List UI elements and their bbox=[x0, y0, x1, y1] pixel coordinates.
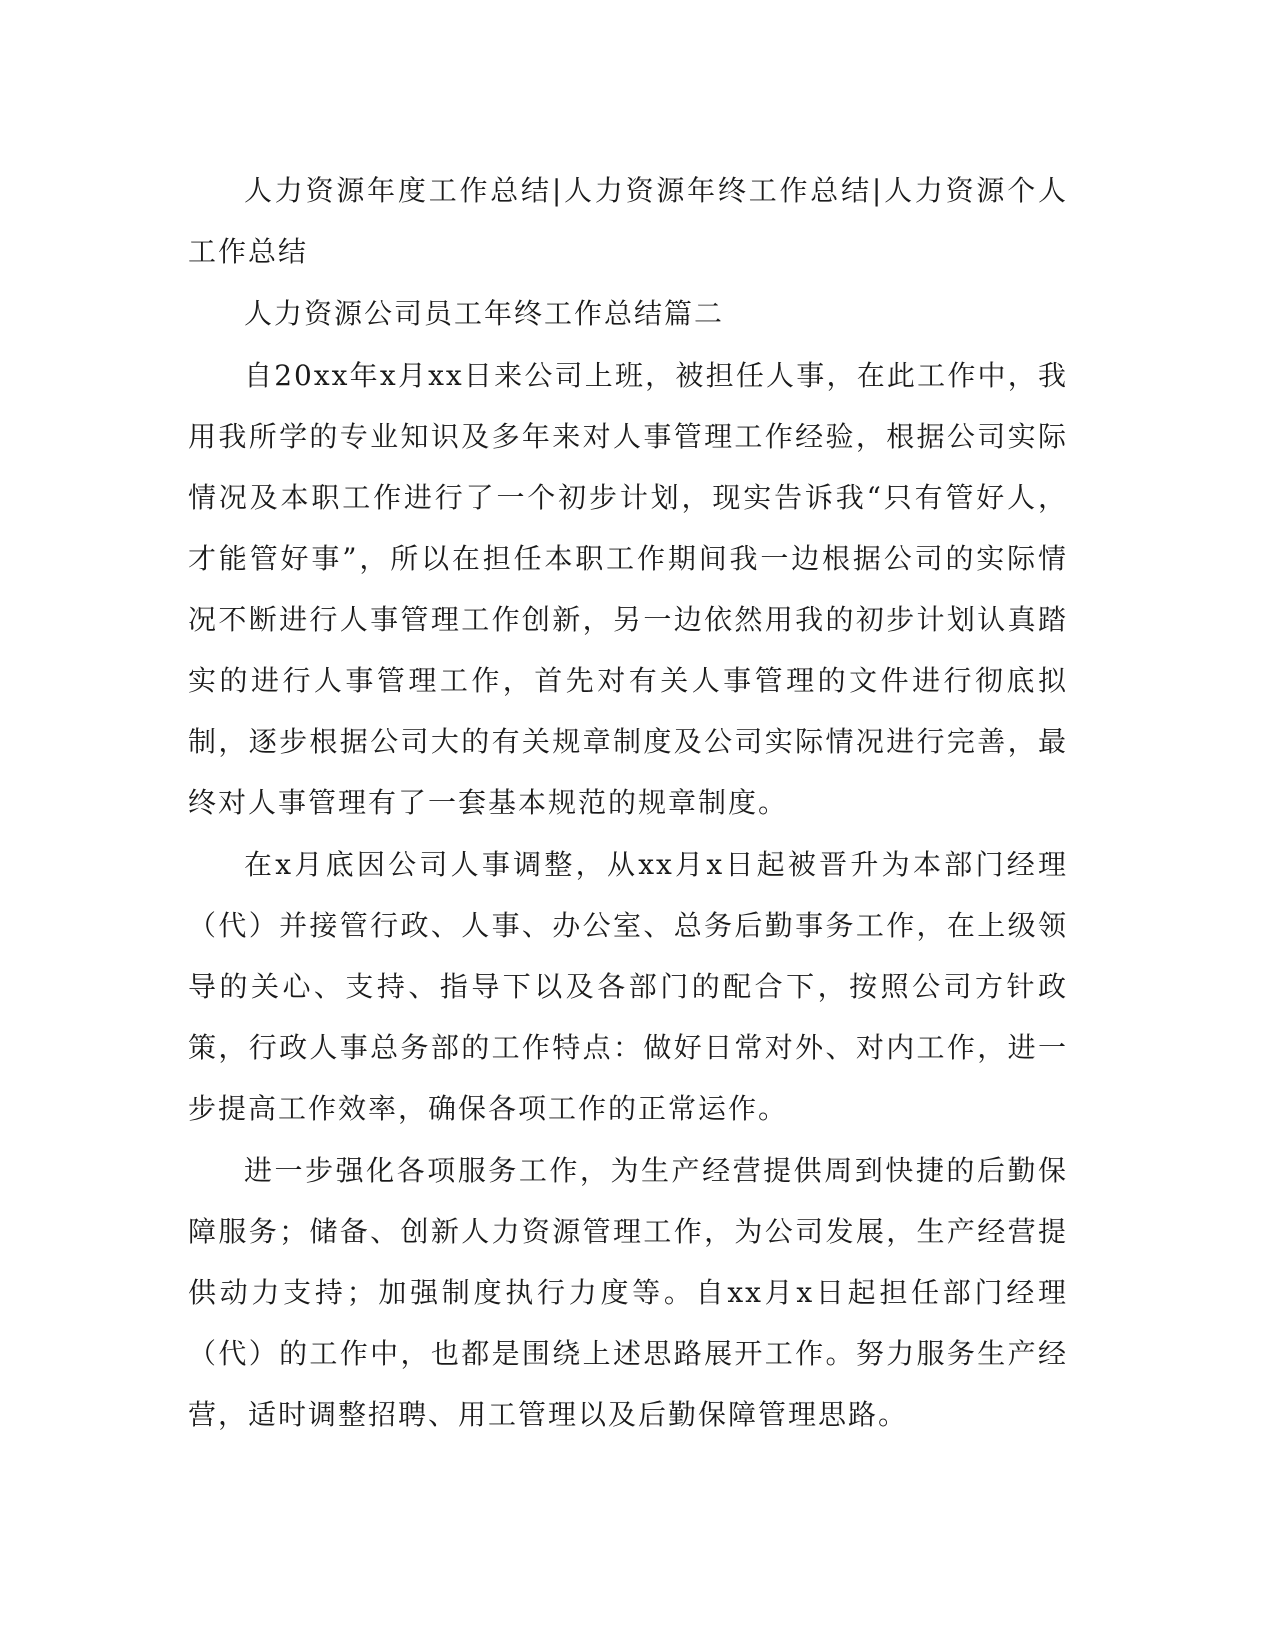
document-title: 人力资源年度工作总结|人力资源年终工作总结|人力资源个人工作总结 bbox=[188, 174, 1068, 268]
body-paragraph-2: 在x月底因公司人事调整，从xx月x日起被晋升为本部门经理（代）并接管行政、人事、办公室、总务后勤事务工作，在上级领导的关心、支持、指导下以及各部门的配合下，按照公司方针政策，行政人事总务部的工作特点：做好日常对外、对内工作，进一步提高工作效率，确保各项工作的正常运作。 bbox=[188, 848, 1068, 1125]
body-paragraph-1: 自20xx年x月xx日来公司上班，被担任人事，在此工作中，我用我所学的专业知识及多年来对人事管理工作经验，根据公司实际情况及本职工作进行了一个初步计划，现实告诉我“只有管好人，才能管好事”，所以在担任本职工作期间我一边根据公司的实际情况不断进行人事管理工作创新，另一边依然用我的初步计划认真踏实的进行人事管理工作，首先对有关人事管理的文件进行彻底拟制，逐步根据公司大的有关规章制度及公司实际情况进行完善，最终对人事管理有了一套基本规范的规章制度。 bbox=[188, 359, 1068, 819]
body-paragraph-3: 进一步强化各项服务工作，为生产经营提供周到快捷的后勤保障服务；储备、创新人力资源管理工作，为公司发展，生产经营提供动力支持；加强制度执行力度等。自xx月x日起担任部门经理（代）的工作中，也都是围绕上述思路展开工作。努力服务生产经营，适时调整招聘、用工管理以及后勤保障管理思路。 bbox=[188, 1154, 1068, 1431]
section-heading: 人力资源公司员工年终工作总结篇二 bbox=[244, 297, 725, 330]
document-body bbox=[188, 160, 1068, 1446]
